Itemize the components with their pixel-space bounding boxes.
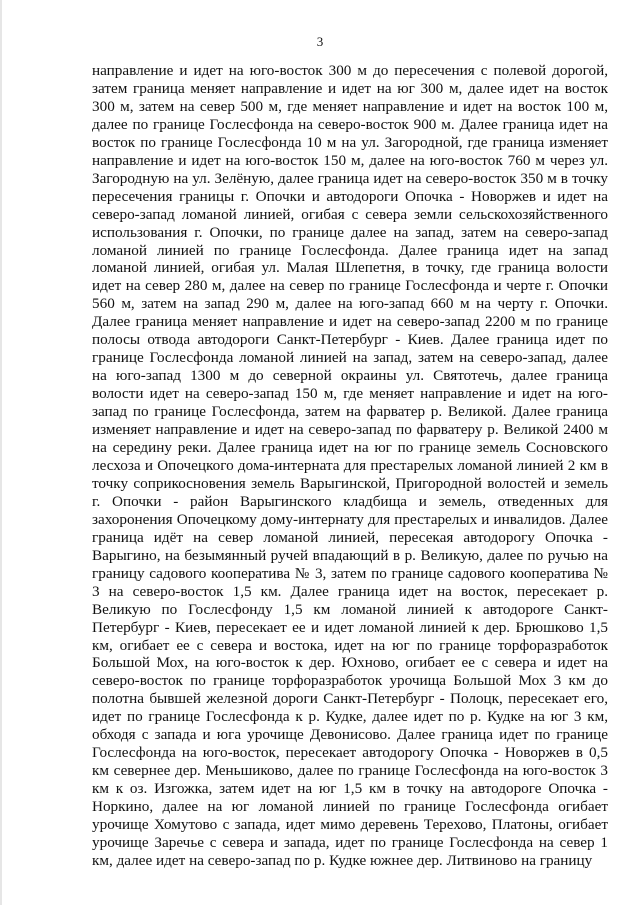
paragraph: направление и идет на юго-восток 300 м до пересечения с полевой дорогой, затем граница меняет направление и идет на юг 300 м, далее идет на восток 300 м, затем на север 500 м, где меняет направление и идет на восток 100 м, далее по границе Гослесфонда на северо-восток 900 м. Далее граница идет на восток по границе Гослесфонда 10 м на ул. Загородной, где граница изменяет направление и идет на юго-восток 150 м, далее на юго-восток 760 м через ул. Загородную на ул. Зелёную, далее граница идет на северо-восток 350 м в точку пересечения границы г. Опочки и автодороги Опочка - Новоржев и идет на северо-запад ломаной линией, огибая с севера земли сельскохозяйственного использования г. Опочки, по границе далее на запад, затем на северо-запад ломаной линией по границе Гослесфонда. Далее граница идет на запад ломаной линией, огибая ул. Малая Шлепетня, в точку, где граница волости идет на север 280 м, далее на север по границе Гослесфонда и черте г. Опочки 560 м, затем на запад 290 м, далее на юго-запад 660 м на черту г. Опочки. Далее граница меняет направление и идет на северо-запад 2200 м по границе полосы отвода автодороги Санкт-Петербург - Киев. Далее граница идет по границе Гослесфонда ломаной линией на запад, затем на северо-запад, далее на юго-запад 1300 м до северной окраины ул. Святотечь, далее граница волости идет на северо-запад 150 м, где меняет направление и идет на юго-запад по границе Гослесфонда, затем на фарватер р. Великой. Далее граница изменяет направление и идет на северо-запад по фарватеру р. Великой 2400 м на середину реки. Далее граница идет на юг по границе земель Сосновского лесхоза и Опочецкого дома-интерната для престарелых ломаной линией 2 км в точку соприкосновения земель Варыгинской, Пригородной волостей и земель г. Опочки - район Варыгинского кладбища и земель, отведенных для захоронения Опочецкому дому-интернату для престарелых и инвалидов. Далее граница идёт на север ломаной линией, пересекая автодорогу Опочка - Варыгино, на безымянный ручей впадающий в р. Великую, далее по ручью на границу садового кооператива № 3, затем по границе садового кооператива № 3 на северо-восток 1,5 км. Далее граница идет на восток, пересекает р. Великую по Гослесфонду 1,5 км ломаной линией к автодороге Санкт-Петербург - Киев, пересекает ее и идет ломаной линией к дер. Брюшково 1,5 км, огибает ее с севера и востока, идет на юг по границе торфоразработок Большой Мох, на юго-восток к дер. Юхново, огибает ее с севера и идет на северо-восток по границе торфоразработок урочища Большой Мох 3 км до полотна бывшей железной дороги Санкт-Петербург - Полоцк, пересекает его, идет по границе Гослесфонда к р. Кудке, далее идет по р. Кудке на юг 3 км, обходя с запада и юга урочище Девонисово. Далее граница идет по границе Гослесфонда на юго-восток, пересекает автодорогу Опочка - Новоржев в 0,5 км севернее дер. Меньшиково, далее по границе Гослесфонда на юго-восток 3 км к оз. Изгожка, затем идет на юг 1,5 км в точку на автодороге Опочка - Норкино, далее на юг ломаной линией по границе Гослесфонда огибает урочище Хомутово с запада, идет мимо деревень Терехово, Платоны, огибает урочище Заречье с севера и запада, идет по границе Гослесфонда на север 1 км, далее идет на северо-запад по р. Кудке южнее дер. Литвиново на границу [92,62,608,869]
page-edge [0,0,2,905]
body-text [92,62,608,896]
page-number: 3 [316,34,324,49]
